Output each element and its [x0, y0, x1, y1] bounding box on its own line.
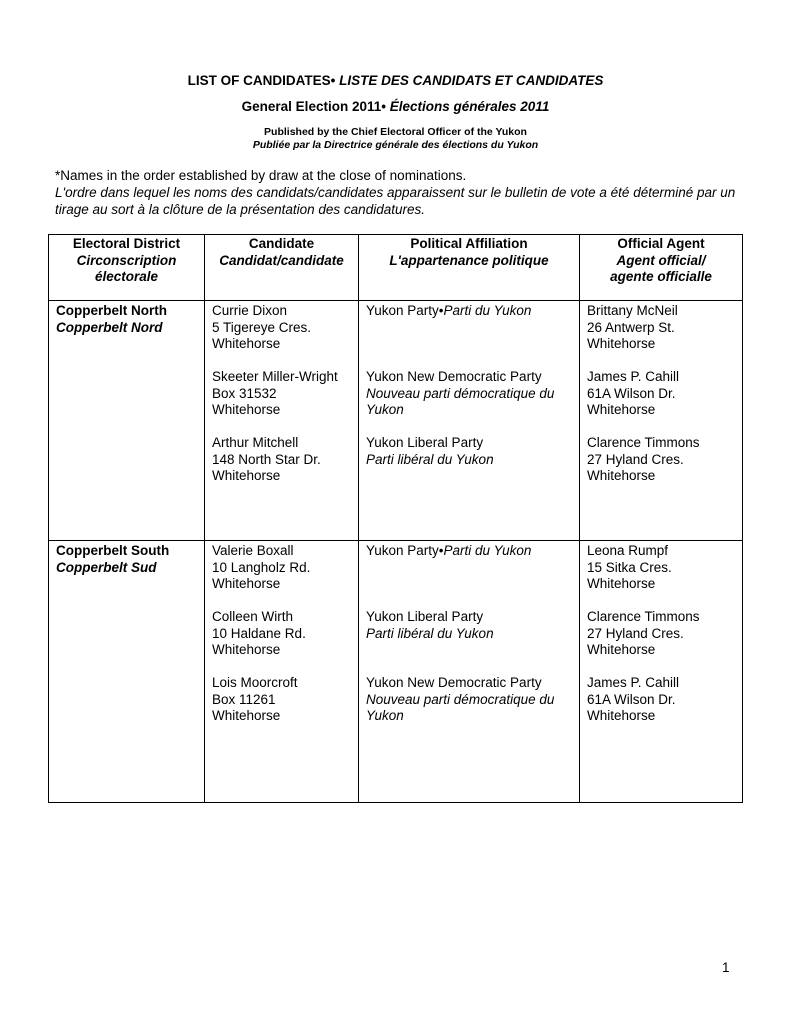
title-english: LIST OF CANDIDATES: [187, 73, 331, 88]
agent-name: Clarence Timmons: [587, 435, 700, 450]
candidate-entry: [212, 675, 351, 741]
party-french: Parti libéral du Yukon: [366, 625, 494, 641]
party-english: Yukon Liberal Party: [366, 435, 484, 450]
party-entry: [366, 543, 572, 609]
table-header-row: [49, 235, 743, 301]
affiliation-cell: [359, 541, 580, 803]
agent-city: Whitehorse: [587, 642, 656, 657]
party-french: Nouveau parti démocratique du Yukon: [366, 385, 555, 417]
header-candidate: [205, 235, 359, 301]
agent-name: Leona Rumpf: [587, 543, 669, 558]
document-title: [0, 73, 791, 88]
header-agent-english: Official Agent: [617, 236, 705, 251]
agent-name: James P. Cahill: [587, 369, 680, 384]
party-english: Yukon Liberal Party: [366, 609, 484, 624]
candidate-entry: [212, 543, 351, 609]
agent-entry: [587, 675, 735, 741]
candidate-name: Lois Moorcroft: [212, 675, 298, 690]
ordering-note-french: L'ordre dans lequel les noms des candidats/candidates apparaissent sur le bulletin de vote a été déterminé par un tirage au sort à la clôture de la présentation des candidatures.: [55, 185, 736, 217]
party-entry: [366, 369, 572, 435]
candidate-address: Box 31532: [212, 385, 277, 401]
agent-address: 26 Antwerp St.: [587, 319, 675, 335]
election-french: Élections générales 2011: [389, 99, 550, 114]
party-english: Yukon Party: [366, 543, 439, 558]
district-name-french: Copperbelt Sud: [56, 559, 157, 575]
candidates-table: [48, 234, 743, 803]
candidate-address: Box 11261: [212, 691, 276, 707]
candidate-city: Whitehorse: [212, 708, 281, 723]
agent-cell: [580, 301, 743, 541]
ordering-note: [55, 167, 745, 218]
candidate-city: Whitehorse: [212, 576, 281, 591]
party-french: Parti du Yukon: [443, 543, 532, 558]
agent-city: Whitehorse: [587, 336, 656, 351]
candidate-address: 5 Tigereye Cres.: [212, 319, 312, 335]
party-french: Parti du Yukon: [443, 303, 532, 318]
party-french: Nouveau parti démocratique du Yukon: [366, 691, 555, 723]
party-separator: •: [438, 303, 444, 318]
candidate-city: Whitehorse: [212, 642, 281, 657]
party-entry: [366, 303, 572, 369]
candidate-cell: [205, 301, 359, 541]
page-number: 1: [722, 960, 730, 975]
table-row: [49, 301, 743, 541]
agent-entry: [587, 303, 735, 369]
district-name-english: Copperbelt South: [56, 543, 170, 558]
agent-address: 15 Sitka Cres.: [587, 559, 672, 575]
party-entry: [366, 609, 572, 675]
candidate-entry: [212, 369, 351, 435]
title-separator: •: [330, 73, 336, 88]
candidate-city: Whitehorse: [212, 402, 281, 417]
affiliation-cell: [359, 301, 580, 541]
district-name-english: Copperbelt North: [56, 303, 167, 318]
candidate-name: Skeeter Miller-Wright: [212, 369, 338, 384]
candidate-entry: [212, 435, 351, 501]
election-english: General Election 2011: [241, 99, 382, 114]
candidate-entry: [212, 609, 351, 675]
agent-name: James P. Cahill: [587, 675, 680, 690]
candidate-name: Colleen Wirth: [212, 609, 294, 624]
agent-name: Clarence Timmons: [587, 609, 700, 624]
header-agent-french: Agent official/ agente officialle: [610, 252, 712, 284]
election-separator: •: [381, 99, 386, 114]
agent-name: Brittany McNeil: [587, 303, 678, 318]
header-affiliation-english: Political Affiliation: [410, 236, 528, 251]
agent-city: Whitehorse: [587, 468, 656, 483]
agent-entry: [587, 543, 735, 609]
candidate-entry: [212, 303, 351, 369]
candidate-address: 10 Langholz Rd.: [212, 559, 311, 575]
header-candidate-french: Candidat/candidate: [219, 252, 344, 268]
agent-entry: [587, 435, 735, 501]
candidate-city: Whitehorse: [212, 468, 281, 483]
title-french: LISTE DES CANDIDATS ET CANDIDATES: [339, 73, 604, 88]
candidate-address: 148 North Star Dr.: [212, 451, 321, 467]
header-candidate-english: Candidate: [248, 236, 315, 251]
party-english: Yukon New Democratic Party: [366, 369, 542, 384]
candidate-address: 10 Haldane Rd.: [212, 625, 306, 641]
party-english: Yukon Party: [366, 303, 439, 318]
party-french: Parti libéral du Yukon: [366, 451, 494, 467]
candidate-name: Currie Dixon: [212, 303, 288, 318]
ordering-note-english: *Names in the order established by draw at the close of nominations.: [55, 168, 467, 183]
published-by-english: Published by the Chief Electoral Officer of the Yukon: [264, 126, 527, 138]
agent-entry: [587, 609, 735, 675]
agent-entry: [587, 369, 735, 435]
district-cell: [49, 541, 205, 803]
candidate-name: Arthur Mitchell: [212, 435, 299, 450]
party-entry: [366, 675, 572, 741]
party-entry: [366, 435, 572, 501]
candidate-cell: [205, 541, 359, 803]
party-separator: •: [438, 543, 444, 558]
header-political-affiliation: [359, 235, 580, 301]
agent-address: 27 Hyland Cres.: [587, 451, 684, 467]
agent-city: Whitehorse: [587, 708, 656, 723]
header-district-french: Circonscription électorale: [76, 252, 177, 284]
agent-address: 61A Wilson Dr.: [587, 691, 676, 707]
district-name-french: Copperbelt Nord: [56, 319, 163, 335]
header-affiliation-french: L'appartenance politique: [389, 252, 549, 268]
candidate-name: Valerie Boxall: [212, 543, 294, 558]
header-official-agent: [580, 235, 743, 301]
district-cell: [49, 301, 205, 541]
agent-cell: [580, 541, 743, 803]
published-by-french: Publiée par la Directrice générale des élections du Yukon: [252, 139, 539, 151]
header-district-english: Electoral District: [72, 236, 181, 251]
agent-address: 27 Hyland Cres.: [587, 625, 684, 641]
candidate-city: Whitehorse: [212, 336, 281, 351]
agent-city: Whitehorse: [587, 576, 656, 591]
party-english: Yukon New Democratic Party: [366, 675, 542, 690]
agent-city: Whitehorse: [587, 402, 656, 417]
election-title: [0, 99, 791, 114]
header-electoral-district: [49, 235, 205, 301]
table-row: [49, 541, 743, 803]
agent-address: 61A Wilson Dr.: [587, 385, 676, 401]
